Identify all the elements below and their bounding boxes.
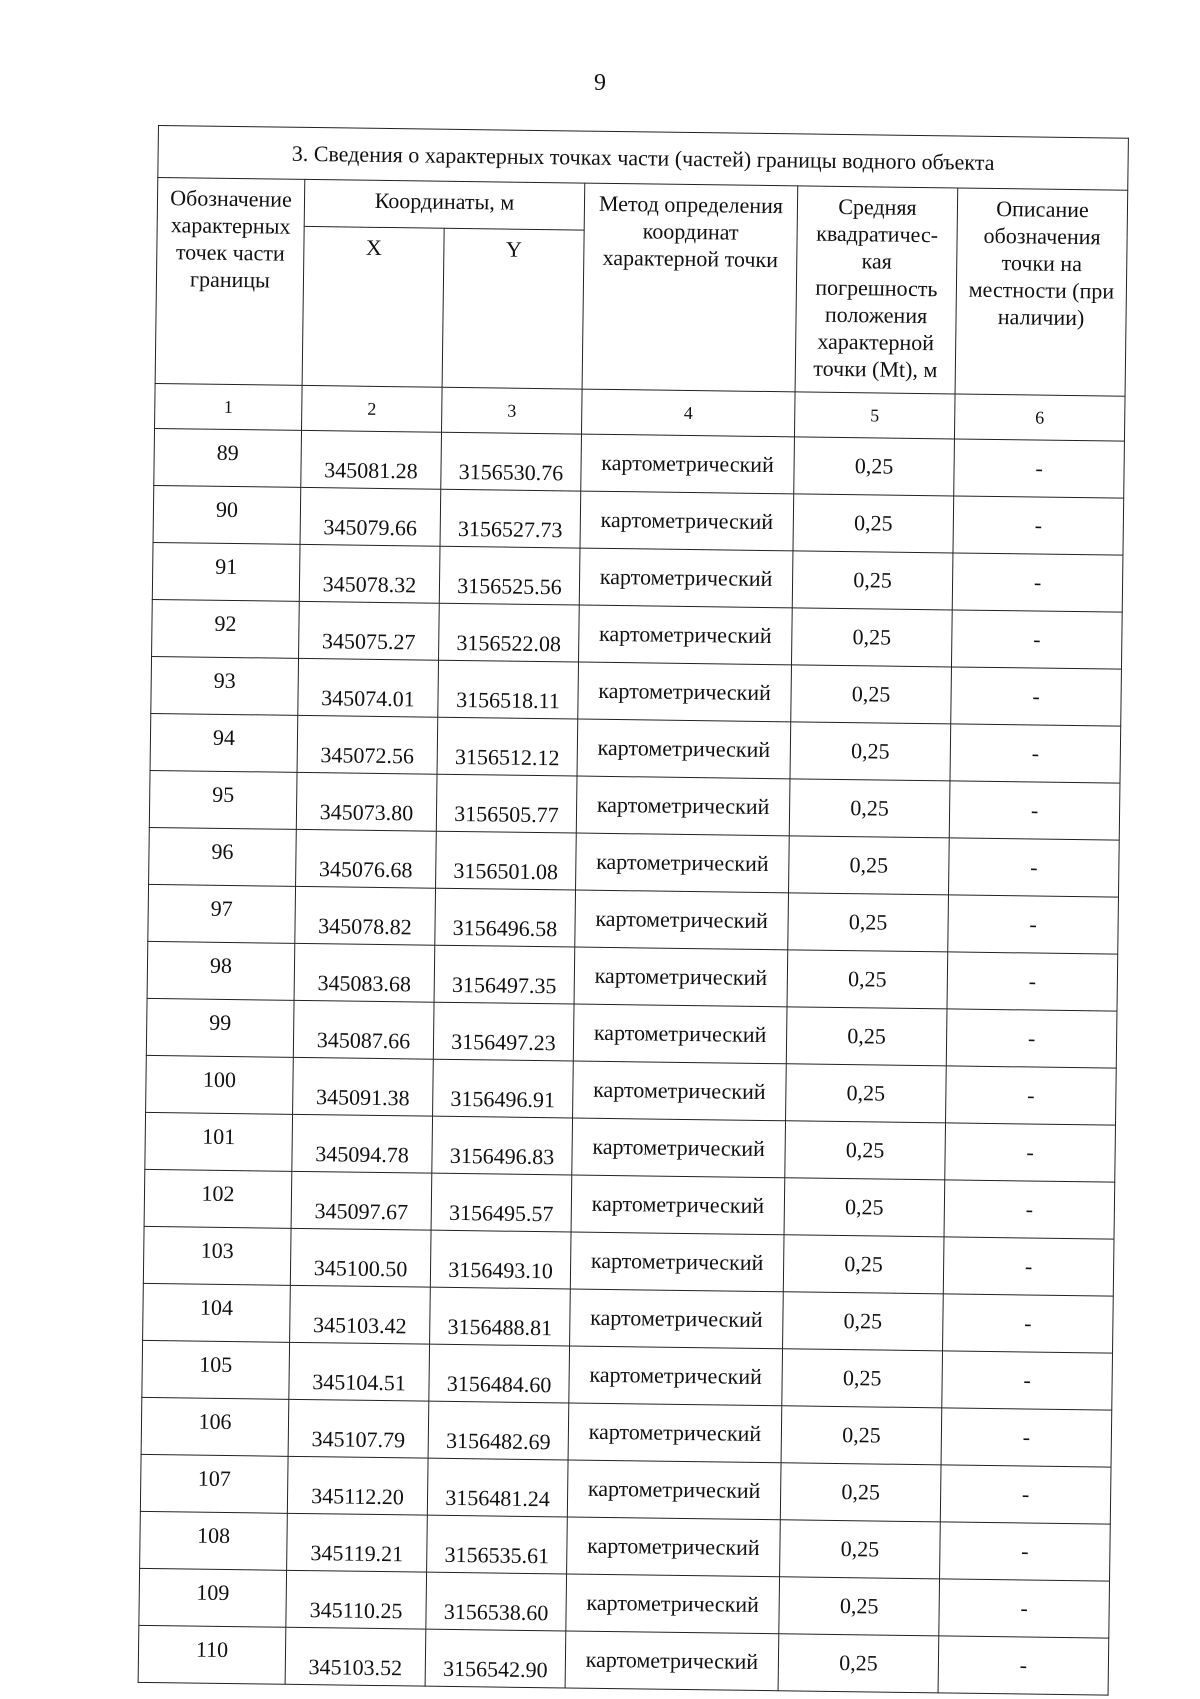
method-cell: картометрический <box>567 1460 781 1520</box>
y-coordinate-cell: 3156522.08 <box>439 603 580 662</box>
error-cell: 0,25 <box>793 494 954 553</box>
y-coordinate-cell: 3156518.11 <box>438 660 579 719</box>
y-coordinate-cell: 3156527.73 <box>440 489 581 548</box>
x-coordinate-cell: 345087.66 <box>293 1000 434 1059</box>
description-cell: - <box>951 667 1122 726</box>
method-cell: картометрический <box>575 890 789 950</box>
y-coordinate-cell: 3156505.77 <box>436 774 577 833</box>
x-coordinate-cell: 345119.21 <box>287 1513 428 1572</box>
error-cell: 0,25 <box>788 893 949 952</box>
description-cell: - <box>946 1009 1117 1068</box>
method-cell: картометрический <box>576 833 790 893</box>
x-coordinate-cell: 345078.82 <box>295 886 436 945</box>
description-cell: - <box>945 1123 1116 1182</box>
method-cell: картометрический <box>570 1232 784 1292</box>
description-cell: - <box>940 1465 1111 1524</box>
y-coordinate-cell: 3156525.56 <box>439 546 580 605</box>
x-coordinate-cell: 345078.32 <box>299 544 440 603</box>
error-cell: 0,25 <box>780 1463 941 1522</box>
description-cell: - <box>952 553 1123 612</box>
method-cell: картометрический <box>571 1175 785 1235</box>
point-cell: 102 <box>144 1169 292 1228</box>
y-coordinate-cell: 3156497.35 <box>434 945 575 1004</box>
y-coordinate-cell: 3156493.10 <box>430 1230 571 1289</box>
x-coordinate-cell: 345091.38 <box>293 1057 434 1116</box>
point-cell: 92 <box>152 599 300 658</box>
y-coordinate-cell: 3156484.60 <box>429 1344 570 1403</box>
error-cell: 0,25 <box>786 1064 947 1123</box>
x-coordinate-cell: 345079.66 <box>300 487 441 546</box>
y-coordinate-cell: 3156535.61 <box>427 1515 568 1574</box>
error-cell: 0,25 <box>779 1577 940 1636</box>
method-cell: картометрический <box>576 776 790 836</box>
y-coordinate-cell: 3156496.83 <box>432 1116 573 1175</box>
point-cell: 105 <box>142 1340 290 1399</box>
x-coordinate-cell: 345103.52 <box>285 1627 426 1686</box>
description-cell: - <box>943 1237 1114 1296</box>
boundary-points-table <box>138 125 1129 1696</box>
x-coordinate-cell: 345103.42 <box>290 1285 431 1344</box>
table-row <box>138 1625 1109 1695</box>
point-cell: 104 <box>143 1283 291 1342</box>
table-container <box>138 125 1128 1696</box>
point-cell: 110 <box>138 1625 286 1684</box>
x-coordinate-cell: 345107.79 <box>288 1399 429 1458</box>
x-coordinate-cell: 345075.27 <box>299 601 440 660</box>
method-cell: картометрический <box>579 605 793 665</box>
y-coordinate-cell: 3156496.91 <box>433 1059 574 1118</box>
header-y: Y <box>442 228 584 389</box>
method-cell: картометрический <box>573 1061 787 1121</box>
description-cell: - <box>948 838 1119 897</box>
error-cell: 0,25 <box>789 836 950 895</box>
x-coordinate-cell: 345076.68 <box>296 829 437 888</box>
column-number: 4 <box>581 389 795 437</box>
description-cell: - <box>942 1351 1113 1410</box>
description-cell: - <box>953 496 1124 555</box>
description-cell: - <box>948 895 1119 954</box>
method-cell: картометрический <box>577 719 791 779</box>
y-coordinate-cell: 3156488.81 <box>430 1287 571 1346</box>
method-cell: картометрический <box>579 548 793 608</box>
header-point: Обозначение характерных точек части границы <box>155 178 305 386</box>
y-coordinate-cell: 3156501.08 <box>436 831 577 890</box>
header-method: Метод определения координат характерной точки <box>582 183 798 392</box>
description-cell: - <box>939 1579 1110 1638</box>
error-cell: 0,25 <box>778 1634 939 1693</box>
point-cell: 89 <box>154 428 302 487</box>
x-coordinate-cell: 345083.68 <box>294 943 435 1002</box>
method-cell: картометрический <box>574 947 788 1007</box>
table-body <box>138 428 1124 1695</box>
point-cell: 91 <box>152 542 300 601</box>
y-coordinate-cell: 3156512.12 <box>437 717 578 776</box>
point-cell: 97 <box>148 884 296 943</box>
section-title: 3. Сведения о характерных точках части (частей) границы водного объекта <box>158 126 1129 191</box>
column-number: 6 <box>954 394 1125 441</box>
method-cell: картометрический <box>569 1346 783 1406</box>
error-cell: 0,25 <box>780 1520 941 1579</box>
method-cell: картометрический <box>578 662 792 722</box>
x-coordinate-cell: 345110.25 <box>286 1570 427 1629</box>
y-coordinate-cell: 3156495.57 <box>431 1173 572 1232</box>
error-cell: 0,25 <box>790 722 951 781</box>
x-coordinate-cell: 345073.80 <box>296 772 437 831</box>
header-error: Средняя квадратичес-кая погрешность положения характерной точки (Mt), м <box>795 186 958 394</box>
error-cell: 0,25 <box>782 1349 943 1408</box>
x-coordinate-cell: 345081.28 <box>301 430 442 489</box>
x-coordinate-cell: 345097.67 <box>291 1171 432 1230</box>
point-cell: 107 <box>140 1454 288 1513</box>
point-cell: 109 <box>139 1568 287 1627</box>
point-cell: 99 <box>146 998 294 1057</box>
column-number: 5 <box>794 392 955 439</box>
error-cell: 0,25 <box>786 1007 947 1066</box>
error-cell: 0,25 <box>781 1406 942 1465</box>
error-cell: 0,25 <box>783 1235 944 1294</box>
column-number: 3 <box>442 387 583 434</box>
point-cell: 100 <box>146 1055 294 1114</box>
x-coordinate-cell: 345100.50 <box>290 1228 431 1287</box>
error-cell: 0,25 <box>794 437 955 496</box>
error-cell: 0,25 <box>789 779 950 838</box>
description-cell: - <box>954 439 1125 498</box>
y-coordinate-cell: 3156530.76 <box>441 432 582 491</box>
page-number: 9 <box>594 70 606 96</box>
point-cell: 106 <box>141 1397 289 1456</box>
point-cell: 94 <box>150 713 298 772</box>
method-cell: картометрический <box>566 1574 780 1634</box>
y-coordinate-cell: 3156542.90 <box>425 1629 566 1688</box>
point-cell: 103 <box>143 1226 291 1285</box>
header-coords: Координаты, м <box>304 179 585 230</box>
x-coordinate-cell: 345104.51 <box>289 1342 430 1401</box>
x-coordinate-cell: 345094.78 <box>292 1114 433 1173</box>
description-cell: - <box>943 1294 1114 1353</box>
description-cell: - <box>944 1180 1115 1239</box>
y-coordinate-cell: 3156497.23 <box>433 1002 574 1061</box>
method-cell: картометрический <box>580 491 794 551</box>
method-cell: картометрический <box>572 1118 786 1178</box>
y-coordinate-cell: 3156496.58 <box>435 888 576 947</box>
description-cell: - <box>938 1636 1109 1695</box>
header-description: Описание обозначения точки на местности (при наличии) <box>955 188 1128 396</box>
point-cell: 98 <box>147 941 295 1000</box>
error-cell: 0,25 <box>785 1121 946 1180</box>
point-cell: 93 <box>151 656 299 715</box>
point-cell: 108 <box>140 1511 288 1570</box>
error-cell: 0,25 <box>787 950 948 1009</box>
error-cell: 0,25 <box>791 608 952 667</box>
point-cell: 90 <box>153 485 301 544</box>
method-cell: картометрический <box>568 1403 782 1463</box>
point-cell: 96 <box>149 827 297 886</box>
description-cell: - <box>950 724 1121 783</box>
x-coordinate-cell: 345074.01 <box>298 658 439 717</box>
description-cell: - <box>940 1522 1111 1581</box>
method-cell: картометрический <box>581 434 795 494</box>
y-coordinate-cell: 3156538.60 <box>426 1572 567 1631</box>
description-cell: - <box>941 1408 1112 1467</box>
description-cell: - <box>947 952 1118 1011</box>
point-cell: 95 <box>149 770 297 829</box>
method-cell: картометрический <box>570 1289 784 1349</box>
point-cell: 101 <box>145 1112 293 1171</box>
description-cell: - <box>949 781 1120 840</box>
x-coordinate-cell: 345112.20 <box>287 1456 428 1515</box>
error-cell: 0,25 <box>784 1178 945 1237</box>
error-cell: 0,25 <box>792 551 953 610</box>
description-cell: - <box>951 610 1122 669</box>
x-coordinate-cell: 345072.56 <box>297 715 438 774</box>
y-coordinate-cell: 3156481.24 <box>427 1458 568 1517</box>
method-cell: картометрический <box>565 1631 779 1691</box>
error-cell: 0,25 <box>783 1292 944 1351</box>
method-cell: картометрический <box>567 1517 781 1577</box>
error-cell: 0,25 <box>791 665 952 724</box>
column-number: 2 <box>302 385 443 432</box>
method-cell: картометрический <box>573 1004 787 1064</box>
header-x: X <box>302 226 444 387</box>
y-coordinate-cell: 3156482.69 <box>428 1401 569 1460</box>
description-cell: - <box>946 1066 1117 1125</box>
column-number: 1 <box>155 383 303 430</box>
